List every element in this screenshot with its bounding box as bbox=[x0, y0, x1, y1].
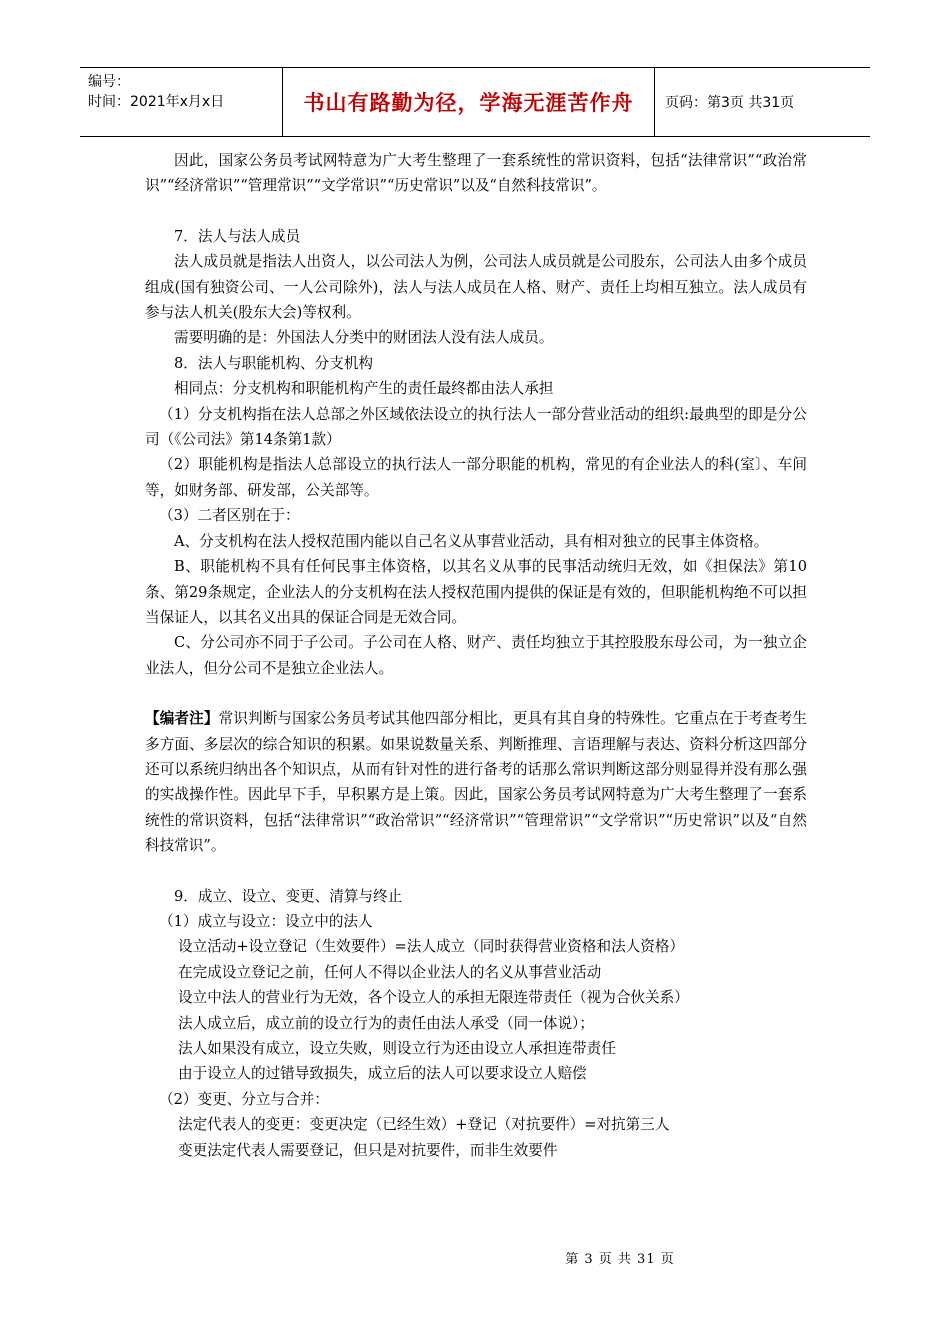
header-page-cell bbox=[655, 68, 870, 136]
section-9-line: （2）变更、分立与合并： bbox=[159, 1090, 329, 1108]
section-8-paragraph: （3）二者区别在于： bbox=[159, 507, 300, 525]
page-header bbox=[80, 67, 870, 137]
header-page-label: 页码：第3页 共31页 bbox=[665, 95, 795, 111]
document-number-label: 编号： bbox=[88, 74, 130, 90]
intro-paragraph: 因此，国家公务员考试网特意为广大考生整理了一套系统性的常识资料，包括“法律常识”“政治常识”“经济常识”“管理常识”“文学常识”“历史常识”以及“自然科技常识”。 bbox=[145, 152, 807, 195]
section-7-paragraph: 法人成员就是指法人出资人，以公司法人为例，公司法人成员就是公司股东，公司法人由多个成员组成(国有独资公司、一人公司除外)，法人与法人成员在人格、财产、责任上均相互独立。法人成员有参与法人机关(股东大会)等权利。 bbox=[145, 253, 807, 322]
section-8-paragraph: A、分支机构在法人授权范围内能以自己名义从事营业活动，具有相对独立的民事主体资格。 bbox=[174, 532, 769, 550]
section-8-paragraph: C、分公司亦不同于子公司。子公司在人格、财产、责任均独立于其控股股东母公司，为一独立企业法人，但分公司不是独立企业法人。 bbox=[145, 634, 807, 677]
section-8-paragraph: 相同点：分支机构和职能机构产生的责任最终都由法人承担 bbox=[174, 380, 554, 398]
section-9-line: 法人成立后，成立前的设立行为的责任由法人承受（同一体说）； bbox=[178, 1014, 594, 1032]
section-9-line: 变更法定代表人需要登记，但只是对抗要件，而非生效要件 bbox=[178, 1141, 558, 1159]
editor-note-tag: 【编者注】 bbox=[145, 710, 219, 728]
header-meta bbox=[80, 68, 282, 136]
section-9-line: （1）成立与设立：设立中的法人 bbox=[159, 912, 373, 930]
document-date-label: 时间：2021年x月x日 bbox=[88, 94, 225, 110]
footer-page-number: 第 3 页 共 31 页 bbox=[565, 1252, 675, 1267]
section-8-paragraph: （1）分支机构指在法人总部之外区域依法设立的执行法人一部分营业活动的组织:最典型的即是分公司（《公司法》第14条第1款） bbox=[145, 405, 807, 449]
section-9-line: 设立活动+设立登记（生效要件）=法人成立（同时获得营业资格和法人资格） bbox=[178, 938, 685, 956]
section-9-line: 在完成设立登记之前，任何人不得以企业法人的名义从事营业活动 bbox=[178, 963, 602, 981]
editor-note-text: 常识判断与国家公务员考试其他四部分相比，更具有其自身的特殊性。它重点在于考查考生多方面、多层次的综合知识的积累。如果说数量关系、判断推理、言语理解与表达、资料分析这四部分还可以系统归纳出各个知识点，从而有针对性的进行备考的话那么常识判断这部分则显得并没有那么强的实战操作性。因此早下手，早积累方是上策。因此，国家公务员考试网特意为广大考生整理了一套系统性的常识资料，包括“法律常识”“政治常识”“经济常识”“管理常识”“文学常识”“历史常识”以及“自然科技常识”。 bbox=[145, 710, 807, 855]
section-9-line: 法人如果没有成立，设立失败，则设立行为还由设立人承担连带责任 bbox=[178, 1040, 616, 1057]
section-8-paragraph: （2）职能机构是指法人总部设立的执行法人一部分职能的机构，常见的有企业法人的科(室〕、车间等，如财务部、研发部，公关部等。 bbox=[145, 456, 807, 499]
page-footer bbox=[0, 1248, 950, 1267]
document-body bbox=[145, 148, 807, 1163]
editor-note bbox=[145, 706, 807, 858]
section-8-paragraph: B、职能机构不具有任何民事主体资格，以其名义从事的民事活动统归无效，如《担保法》第10条、第29条规定，企业法人的分支机构在法人授权范围内提供的保证是有效的，但职能机构绝不可以担当保证人，以其名义出具的保证合同是无效合同。 bbox=[145, 558, 807, 626]
section-9-line: 设立中法人的营业行为无效，各个设立人的承担无限连带责任（视为合伙关系） bbox=[178, 989, 689, 1007]
section-8-title: 8．法人与职能机构、分支机构 bbox=[174, 354, 374, 372]
section-9-title: 9．成立、设立、变更、清算与终止 bbox=[174, 887, 403, 905]
header-motto: 书山有路勤为径，学海无涯苦作舟 bbox=[303, 91, 634, 115]
section-7-paragraph: 需要明确的是：外国法人分类中的财团法人没有法人成员。 bbox=[174, 329, 554, 347]
section-9-line: 由于设立人的过错导致损失，成立后的法人可以要求设立人赔偿 bbox=[178, 1065, 587, 1083]
section-7-title: 7．法人与法人成员 bbox=[174, 227, 301, 245]
header-motto-cell bbox=[282, 68, 655, 136]
section-9-line: 法定代表人的变更：变更决定（已经生效）+登记（对抗要件）=对抗第三人 bbox=[178, 1116, 670, 1134]
